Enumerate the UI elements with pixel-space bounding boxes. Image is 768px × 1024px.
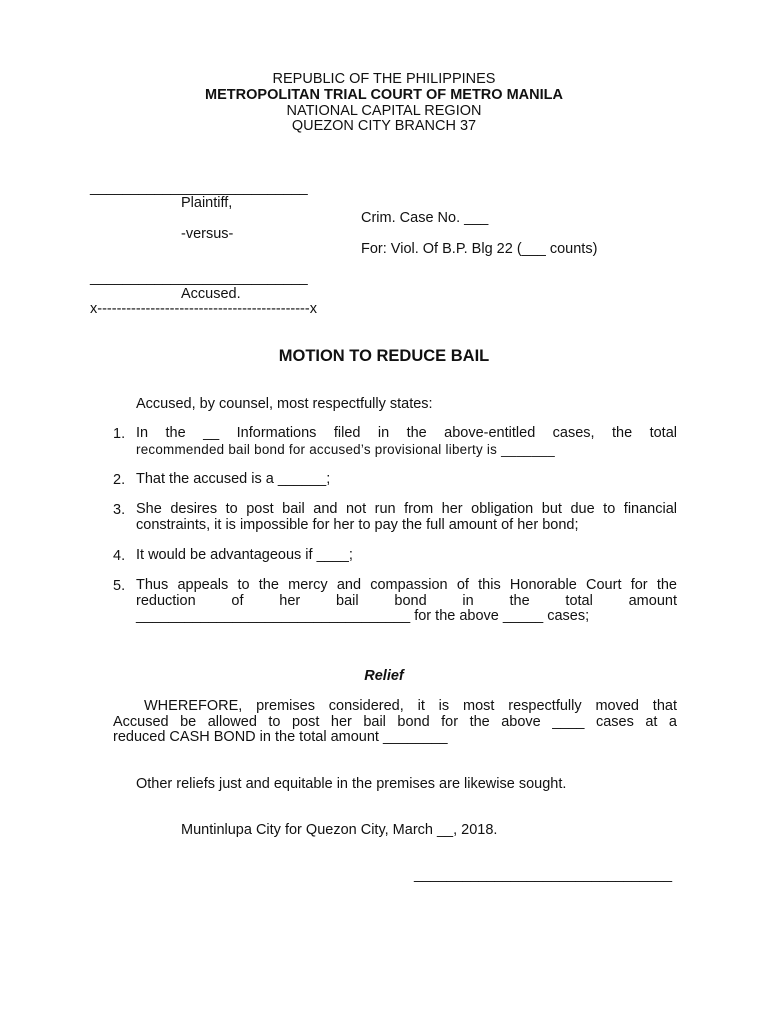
court-header-republic: REPUBLIC OF THE PHILIPPINES <box>272 71 496 87</box>
court-header-court-name: METROPOLITAN TRIAL COURT OF METRO MANILA <box>205 87 563 103</box>
item-line: recommended bail bond for accused’s provisional liberty is _______ <box>136 441 555 457</box>
item-line: In the __ Informations filed in the above-entitled cases, the total <box>136 425 677 441</box>
item-line: reduction of her bail bond in the total amount <box>136 592 677 609</box>
item-number: 3. <box>113 502 126 518</box>
relief-line: reduced CASH BOND in the total amount ________ <box>113 729 448 745</box>
item-line: Thus appeals to the mercy and compassion of this Honorable Court for the <box>136 577 677 593</box>
caption-separator: x--------------------------------------------x <box>90 301 317 317</box>
item-line: __________________________________ for the above _____ cases; <box>136 608 590 624</box>
signature-blank: ________________________________ <box>414 867 673 883</box>
relief-line: WHEREFORE, premises considered, it is most respectfully moved that <box>144 698 677 714</box>
item-line: It would be advantageous if ____; <box>136 547 353 563</box>
accused-label: Accused. <box>181 286 241 302</box>
court-header-region: NATIONAL CAPITAL REGION <box>286 103 482 119</box>
relief-heading: Relief <box>364 668 404 684</box>
motion-title: MOTION TO REDUCE BAIL <box>278 347 490 365</box>
plaintiff-label: Plaintiff, <box>181 195 233 211</box>
list-item <box>136 472 677 488</box>
case-number: Crim. Case No. ___ <box>361 210 489 226</box>
list-item <box>136 502 677 533</box>
item-number: 4. <box>113 548 126 564</box>
versus-label: -versus- <box>181 226 234 242</box>
item-number: 5. <box>113 578 126 594</box>
item-number: 1. <box>113 426 126 442</box>
accused-blank: ___________________________ <box>90 270 308 286</box>
other-reliefs: Other reliefs just and equitable in the premises are likewise sought. <box>136 776 567 792</box>
plaintiff-blank: ___________________________ <box>90 180 308 196</box>
item-line: That the accused is a ______; <box>136 471 331 487</box>
relief-paragraph <box>113 699 677 746</box>
intro-text: Accused, by counsel, most respectfully states: <box>136 396 433 412</box>
place-date: Muntinlupa City for Quezon City, March __, 2018. <box>181 822 498 838</box>
list-item <box>136 548 677 564</box>
case-for-line: For: Viol. Of B.P. Blg 22 (___ counts) <box>361 241 598 257</box>
item-line: constraints, it is impossible for her to pay the full amount of her bond; <box>136 516 579 533</box>
item-number: 2. <box>113 472 126 488</box>
list-item <box>136 426 677 457</box>
item-line: She desires to post bail and not run from her obligation but due to financial <box>136 501 677 517</box>
relief-line: Accused be allowed to post her bail bond for the above ____ cases at a <box>113 713 677 730</box>
court-header-branch: QUEZON CITY BRANCH 37 <box>291 118 477 134</box>
list-item <box>136 578 677 625</box>
